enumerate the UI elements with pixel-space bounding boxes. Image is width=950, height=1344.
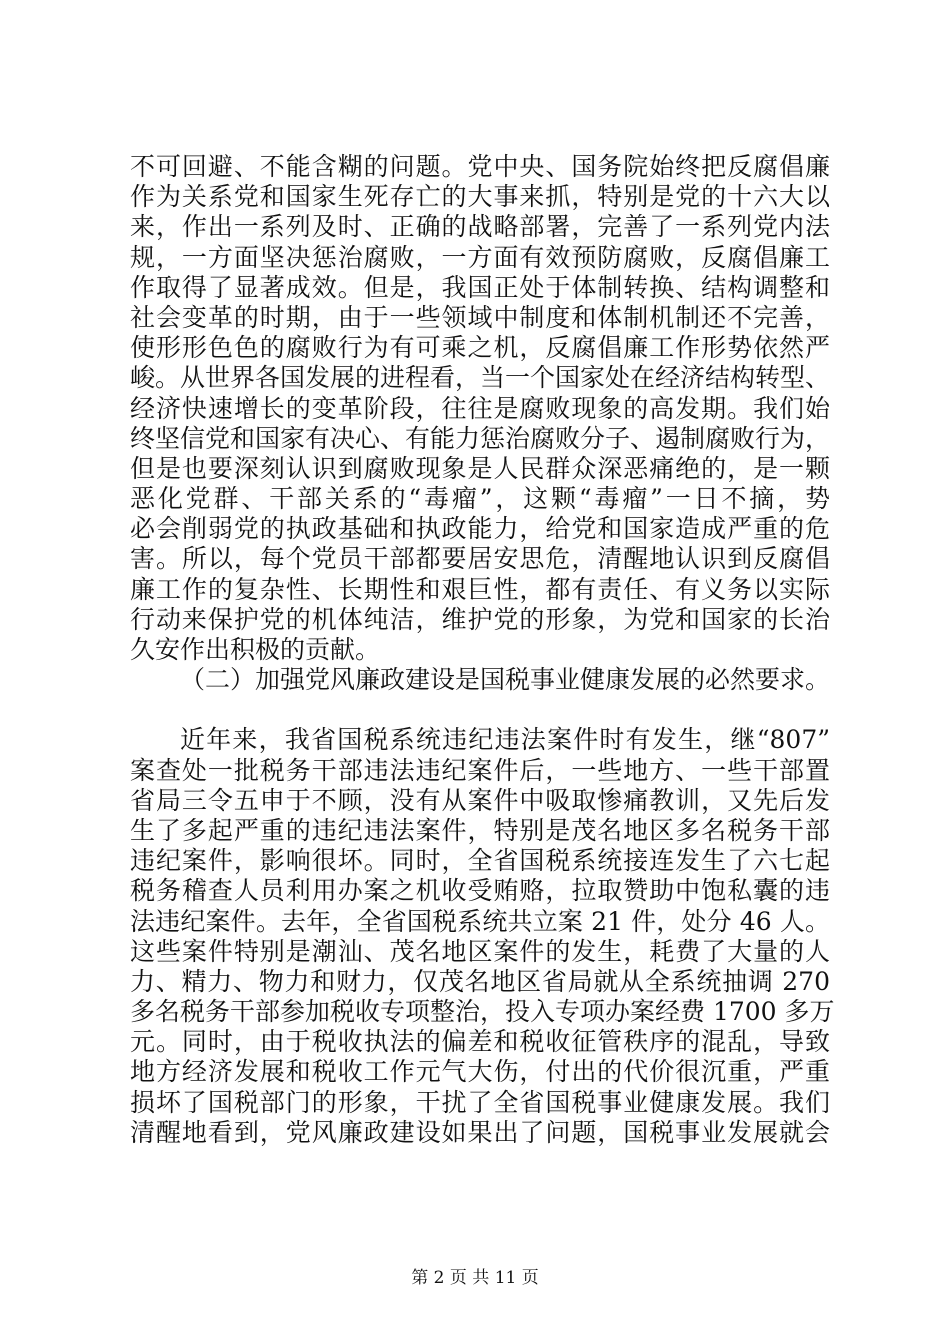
text-line: 社会变革的时期，由于一些领域中制度和体制机制还不完善， [130,302,830,332]
text-line: 害。所以，每个党员干部都要居安思危，清醒地认识到反腐倡 [130,544,830,574]
text-line: 廉工作的复杂性、长期性和艰巨性，都有责任、有义务以实际 [130,574,830,604]
text-line: 但是也要深刻认识到腐败现象是人民群众深恶痛绝的，是一颗 [130,453,830,483]
text-line: 使形形色色的腐败行为有可乘之机，反腐倡廉工作形势依然严 [130,333,830,363]
text-line: 规，一方面坚决惩治腐败，一方面有效预防腐败，反腐倡廉工 [130,242,830,272]
text-line: 行动来保护党的机体纯洁，维护党的形象，为党和国家的长治 [130,604,830,634]
text-line: 恶化党群、干部关系的“毒瘤”，这颗“毒瘤”一日不摘，势 [130,484,830,514]
text-line: 税务稽查人员利用办案之机收受贿赂，拉取赞助中饱私囊的违 [130,876,830,906]
paragraph-1 [130,152,830,665]
text-line: 峻。从世界各国发展的进程看，当一个国家处在经济结构转型、 [130,363,831,393]
text-line: 来，作出一系列及时、正确的战略部署，完善了一系列党内法 [130,212,830,242]
text-line: 经济快速增长的变革阶段，往往是腐败现象的高发期。我们始 [130,393,830,423]
text-line: 多名税务干部参加税收专项整治，投入专项办案经费 1700 多万 [130,997,835,1027]
text-line: 这些案件特别是潮汕、茂名地区案件的发生，耗费了大量的人 [130,936,830,966]
text-line: 作取得了显著成效。但是，我国正处于体制转换、结构调整和 [130,272,830,302]
text-line: 作为关系党和国家生死存亡的大事来抓，特别是党的十六大以 [130,182,830,212]
page-number-footer: 第 2 页 共 11 页 [411,1268,539,1288]
document-body [130,152,835,1148]
paragraph-2 [130,725,835,1148]
text-line: 力、精力、物力和财力，仅茂名地区省局就从全系统抽调 270 [130,966,830,996]
text-line: 损坏了国税部门的形象，干扰了全省国税事业健康发展。我们 [130,1087,830,1117]
text-line: 必会削弱党的执政基础和执政能力，给党和国家造成严重的危 [130,514,830,544]
text-line: 省局三令五申于不顾，没有从案件中吸取惨痛教训，又先后发 [130,785,830,815]
text-line: 法违纪案件。去年，全省国税系统共立案 21 件，处分 46 人。 [130,906,830,936]
paragraph-spacer [130,695,830,725]
text-line: 终坚信党和国家有决心、有能力惩治腐败分子、遏制腐败行为， [130,423,831,453]
text-line: 清醒地看到，党风廉政建设如果出了问题，国税事业发展就会 [130,1117,830,1147]
text-line: 元。同时，由于税收执法的偏差和税收征管秩序的混乱，导致 [130,1027,830,1057]
section-heading: （二）加强党风廉政建设是国税事业健康发展的必然要求。 [180,665,831,695]
text-line: 近年来，我省国税系统违纪违法案件时有发生，继“807” [180,725,830,755]
text-line: 不可回避、不能含糊的问题。党中央、国务院始终把反腐倡廉 [130,152,830,181]
text-line: 久安作出积极的贡献。 [130,635,381,664]
text-line: 生了多起严重的违纪违法案件，特别是茂名地区多名税务干部 [130,815,830,845]
text-line: 案查处一批税务干部违法违纪案件后，一些地方、一些干部置 [130,755,830,785]
text-line: 地方经济发展和税收工作元气大伤，付出的代价很沉重，严重 [130,1057,830,1087]
text-line: 违纪案件，影响很坏。同时，全省国税系统接连发生了六七起 [130,846,830,876]
